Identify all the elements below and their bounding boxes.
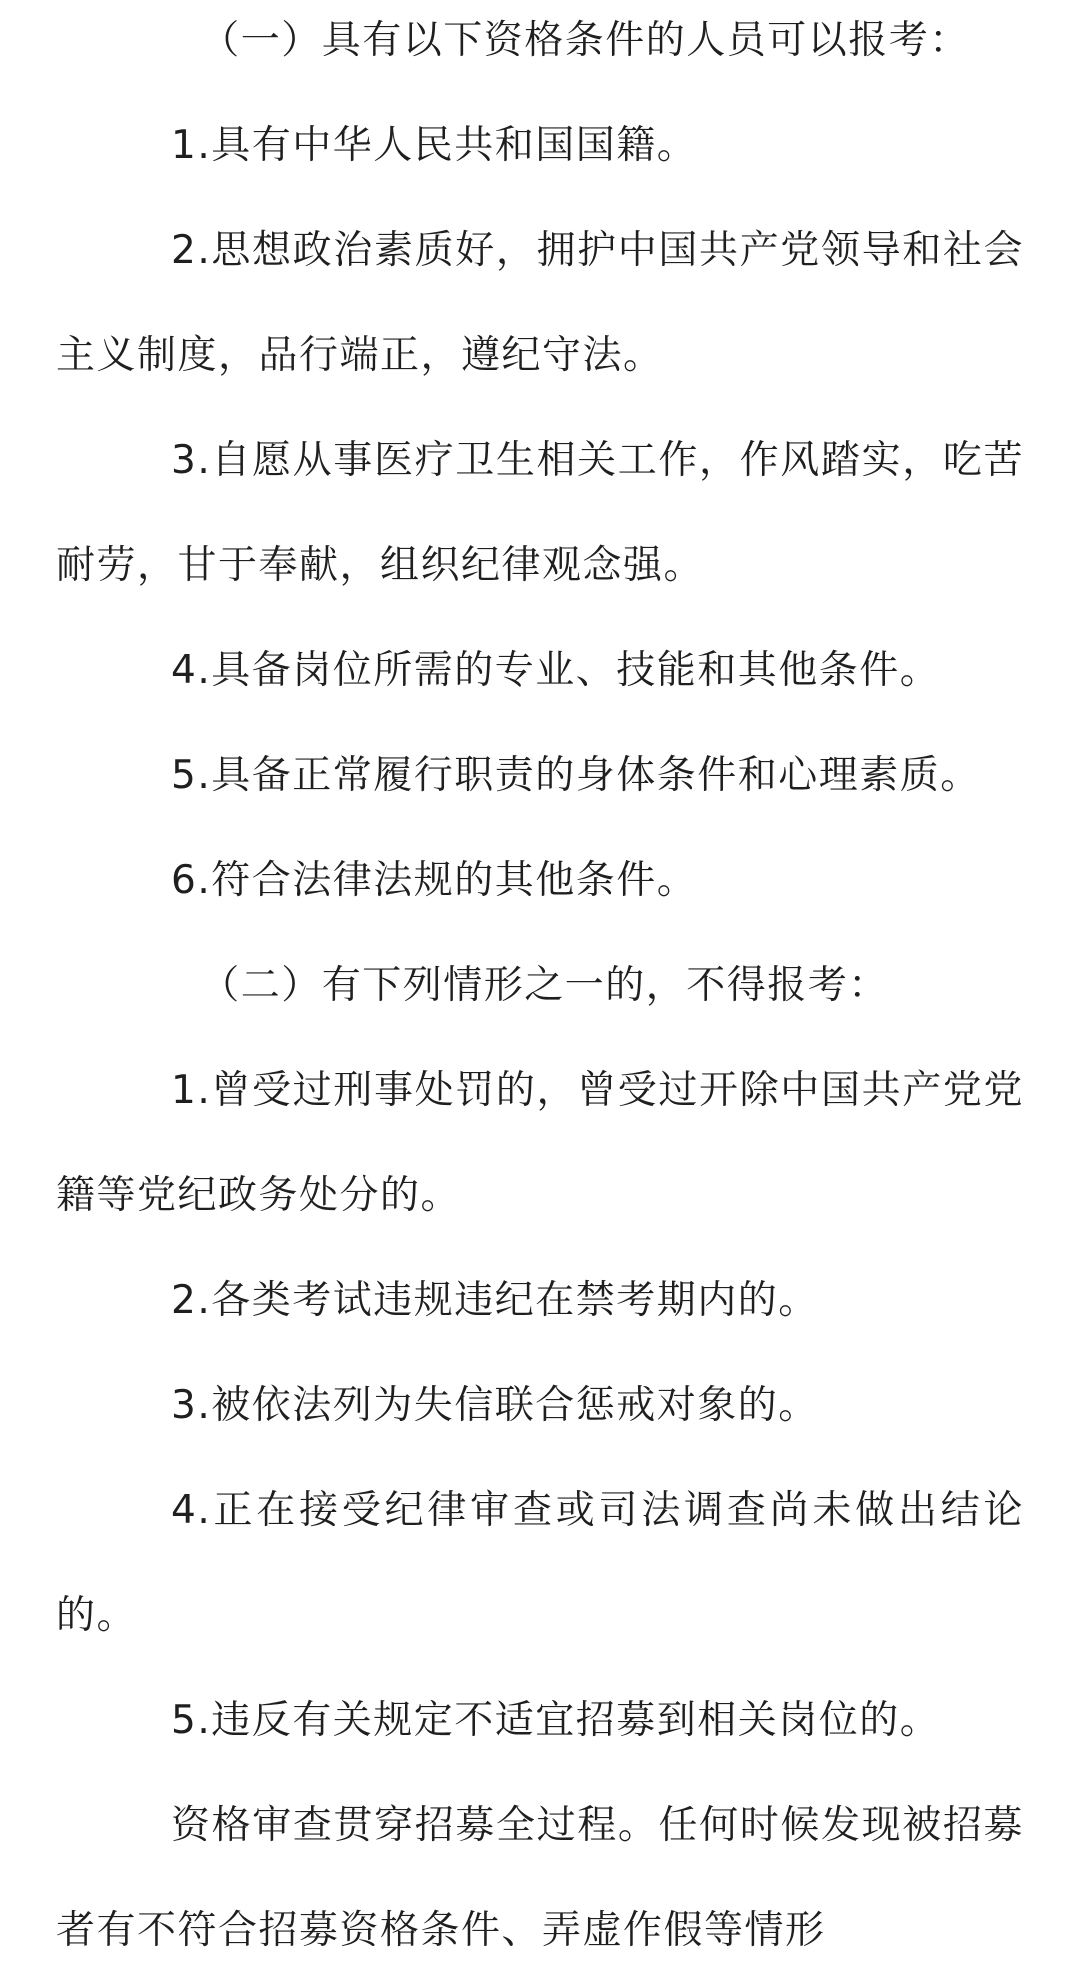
exclusion-item-1: 1.曾受过刑事处罚的，曾受过开除中国共产党党籍等党纪政务处分的。 <box>56 1068 1024 1218</box>
qualification-review-paragraph: 资格审查贯穿招募全过程。任何时候发现被招募者有不符合招募资格条件、弄虚作假等情形 <box>56 1803 1024 1953</box>
eligibility-item-1: 1.具有中华人民共和国国籍。 <box>171 123 698 168</box>
section-heading-excluded: （二）有下列情形之一的，不得报考： <box>200 963 889 1008</box>
eligibility-item-6: 6.符合法律法规的其他条件。 <box>171 858 698 903</box>
section-heading-eligible: （一）具有以下资格条件的人员可以报考： <box>200 18 970 63</box>
eligibility-item-5: 5.具备正常履行职责的身体条件和心理素质。 <box>171 753 981 798</box>
exclusion-item-3: 3.被依法列为失信联合惩戒对象的。 <box>171 1383 819 1428</box>
exclusion-item-4: 4.正在接受纪律审查或司法调查尚未做出结论的。 <box>56 1488 1024 1638</box>
exclusion-item-5: 5.违反有关规定不适宜招募到相关岗位的。 <box>171 1698 941 1743</box>
exclusion-item-2: 2.各类考试违规违纪在禁考期内的。 <box>171 1278 819 1323</box>
eligibility-item-2: 2.思想政治素质好，拥护中国共产党领导和社会主义制度，品行端正，遵纪守法。 <box>56 228 1024 378</box>
eligibility-item-4: 4.具备岗位所需的专业、技能和其他条件。 <box>171 648 941 693</box>
eligibility-item-3: 3.自愿从事医疗卫生相关工作，作风踏实，吃苦耐劳，甘于奉献，组织纪律观念强。 <box>56 438 1024 588</box>
article-body <box>56 0 1024 1965</box>
